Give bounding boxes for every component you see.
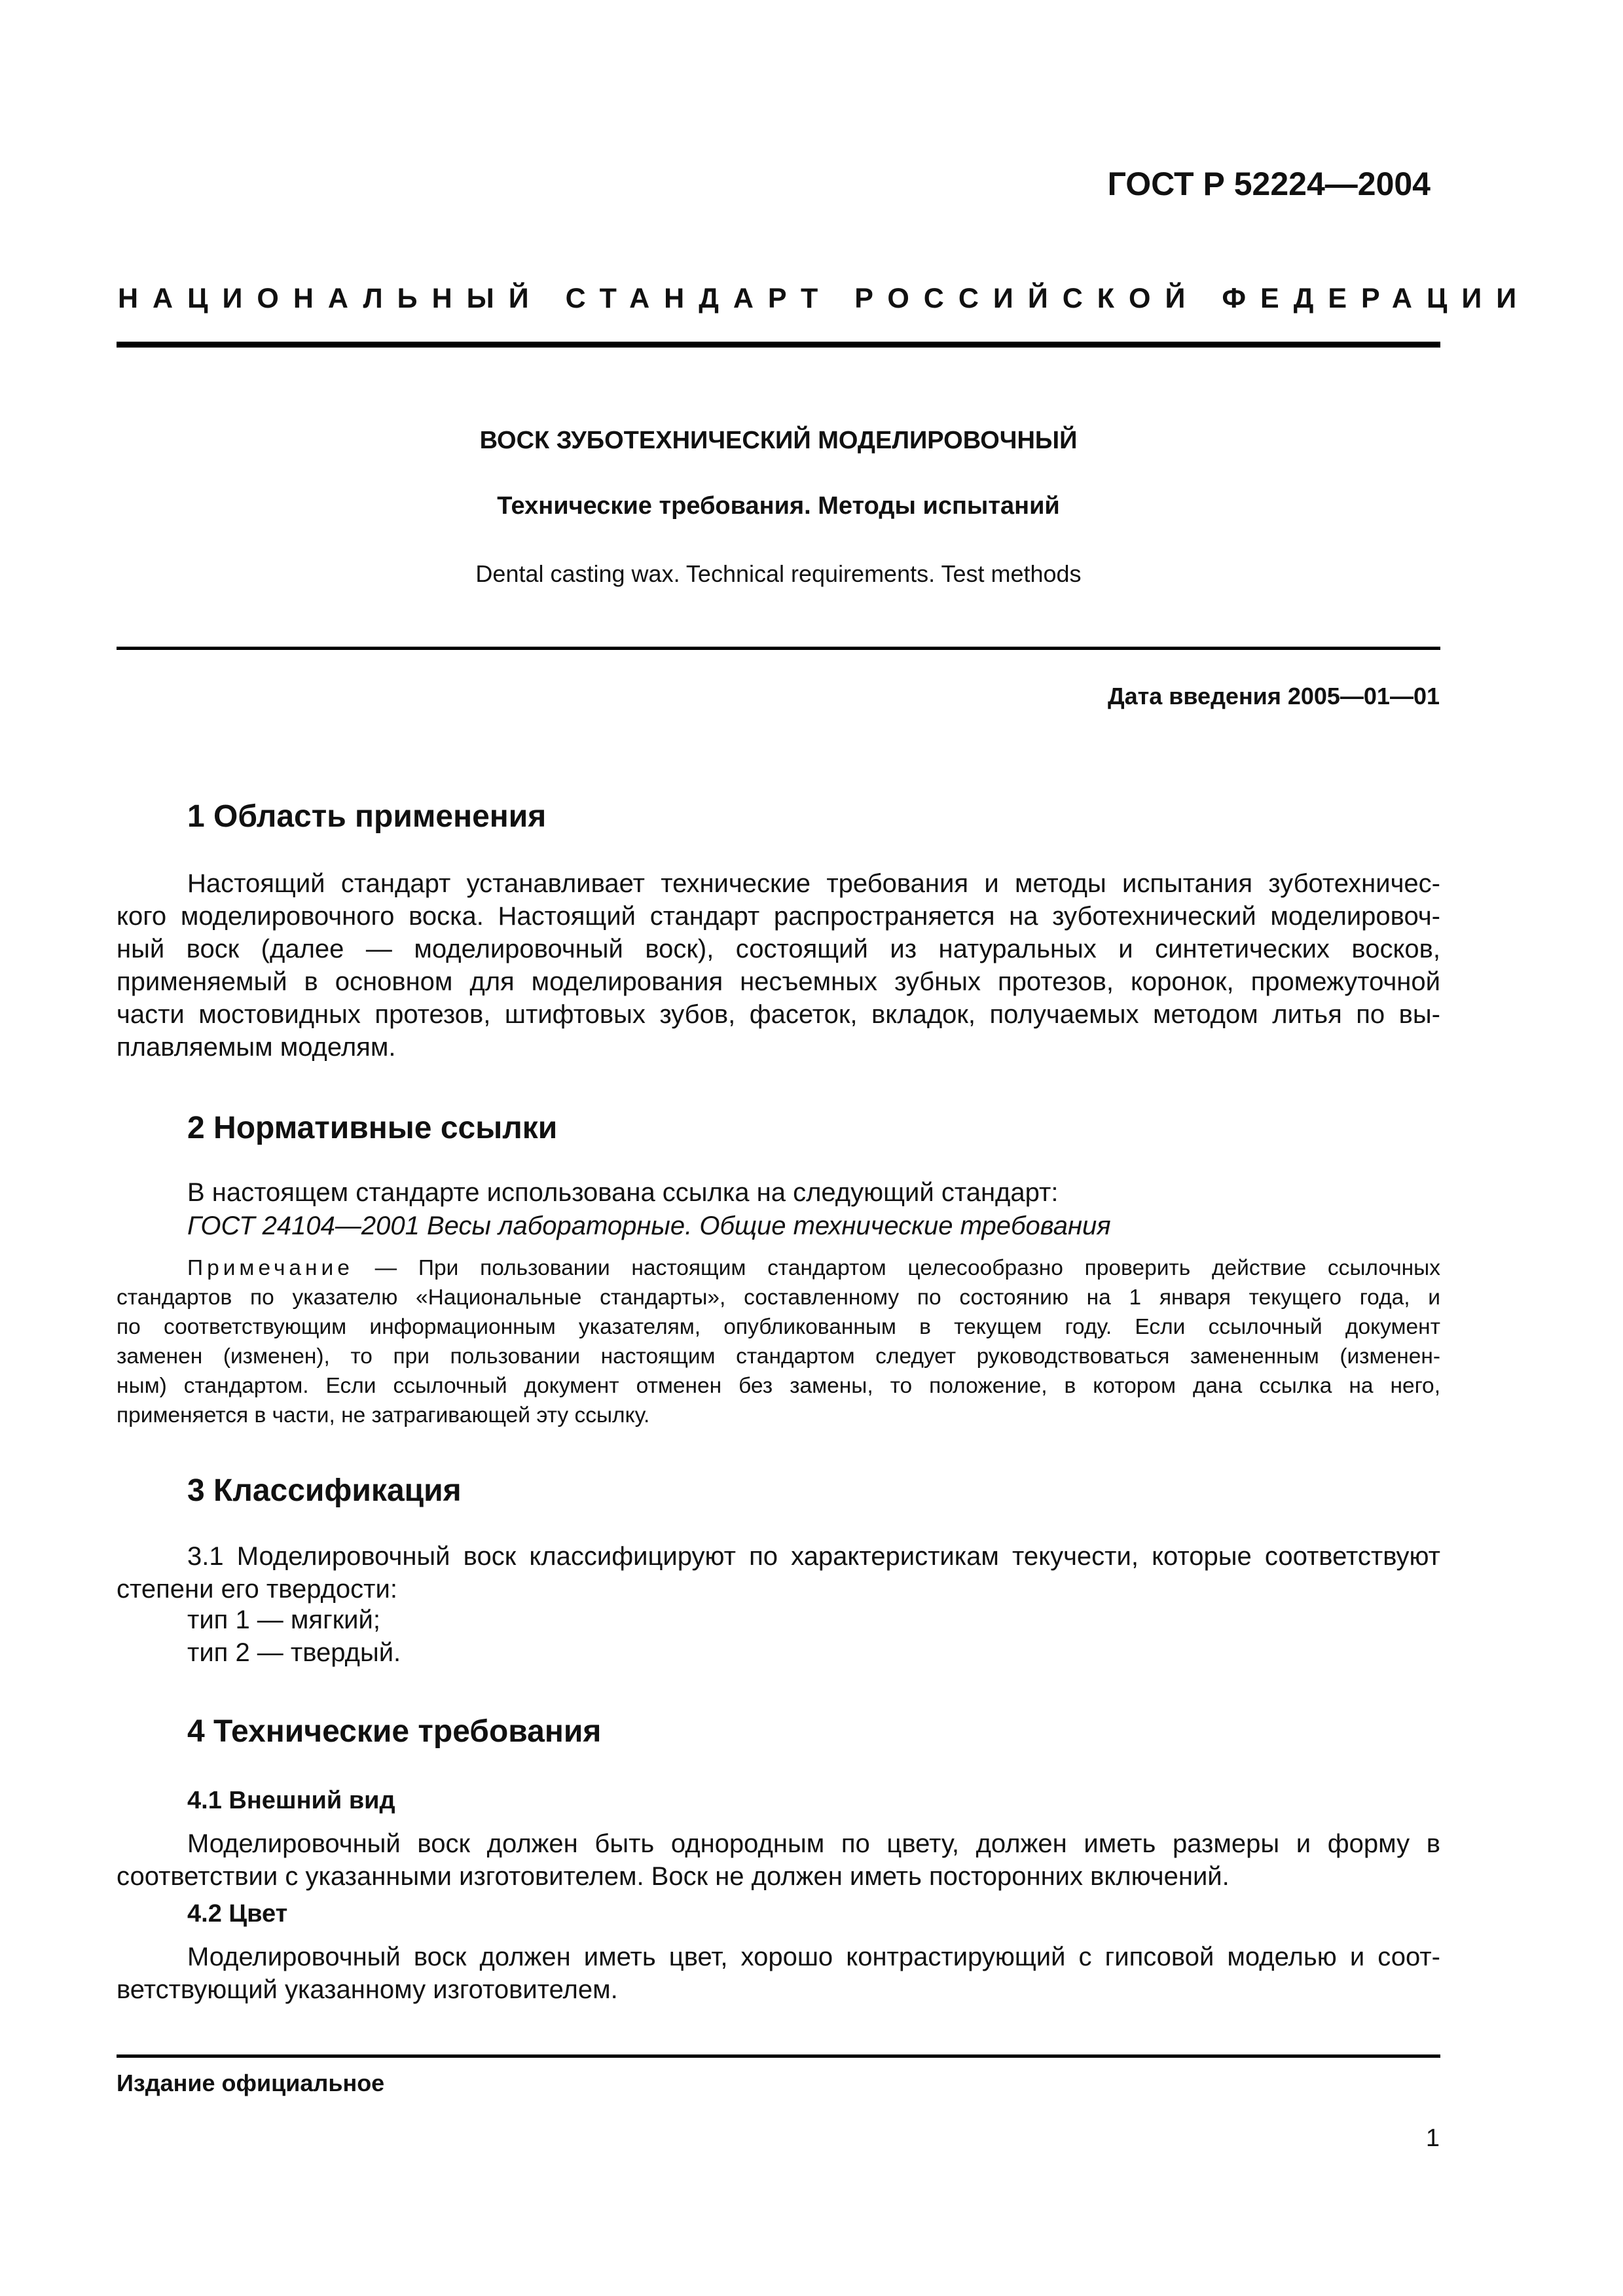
section-3-text (117, 1540, 1440, 1605)
note-line: стандартов по указателю «Национальные стандарты», составленному по состоянию на 1 января текущего года, и (117, 1285, 1440, 1310)
text-line: применяемый в основном для моделирования несъемных зубных протезов, коронок, промежуточной (117, 967, 1440, 996)
subsection-4-2-text (117, 1941, 1440, 2006)
english-title: Dental casting wax. Technical requirements. Test methods (475, 560, 1082, 587)
section-1-heading: 1 Область применения (187, 799, 547, 834)
document-title: ВОСК ЗУБОТЕХНИЧЕСКИЙ МОДЕЛИРОВОЧНЫЙ (479, 427, 1078, 454)
text-line: соответствии с указанными изготовителем. Воск не должен иметь посторонних включений. (117, 1862, 1230, 1891)
note-label: Примечание (187, 1256, 354, 1280)
document-subtitle: Технические требования. Методы испытаний (497, 492, 1060, 520)
text-line: степени его твердости: (117, 1575, 397, 1604)
document-number: ГОСТ Р 52224—2004 (1107, 166, 1431, 202)
note-line: по соответствующим информационным указателям, опубликованным в текущем году. Если ссылочный документ (117, 1315, 1440, 1339)
subsection-4-1-heading: 4.1 Внешний вид (187, 1787, 395, 1814)
note-line: применяется в части, не затрагивающей эту ссылку. (117, 1403, 650, 1427)
text-line: Моделировочный воск должен быть однородным по цвету, должен иметь размеры и форму в (187, 1829, 1440, 1858)
note-text: — При пользовании настоящим стандартом целесообразно проверить действие ссылочных (353, 1256, 1440, 1280)
section-4-heading: 4 Технические требования (187, 1714, 602, 1749)
text-line: ный воск (далее — моделировочный воск), состоящий из натуральных и синтетических восков, (117, 935, 1440, 963)
text-line: плавляемым моделям. (117, 1033, 396, 1062)
section-2-heading: 2 Нормативные ссылки (187, 1111, 558, 1145)
note-line (117, 1253, 1440, 1283)
note-line: заменен (изменен), то при пользовании настоящим стандартом следует руководствоваться замененным (изменен- (117, 1344, 1440, 1369)
national-standard-heading: НАЦИОНАЛЬНЫЙ СТАНДАРТ РОССИЙСКОЙ ФЕДЕРАЦИИ (118, 283, 1531, 314)
introduction-date: Дата введения 2005—01—01 (1107, 683, 1440, 709)
top-divider (117, 342, 1440, 348)
subsection-4-2-heading: 4.2 Цвет (187, 1900, 288, 1928)
text-line: Моделировочный воск должен иметь цвет, хорошо контрастирующий с гипсовой моделью и соот- (187, 1943, 1440, 1971)
text-line: части мостовидных протезов, штифтовых зубов, фасеток, вкладок, получаемых методом литья по вы- (117, 1000, 1440, 1029)
section-1-text (117, 867, 1440, 1064)
text-line: ветствующий указанному изготовителем. (117, 1975, 618, 2004)
title-divider (117, 647, 1440, 650)
subsection-4-1-text (117, 1827, 1440, 1893)
footer-divider (117, 2054, 1440, 2058)
text-line: кого моделировочного воска. Настоящий стандарт распространяется на зуботехнический моделировоч- (117, 902, 1440, 931)
note-line: ным) стандартом. Если ссылочный документ отменен без замены, то положение, в котором дана ссылка на него, (117, 1374, 1440, 1398)
text-line: 3.1 Моделировочный воск классифицируют по характеристикам текучести, которые соответствуют (187, 1542, 1440, 1571)
type-1-item: тип 1 — мягкий; (187, 1605, 380, 1634)
page-number: 1 (1425, 2125, 1440, 2152)
normative-intro: В настоящем стандарте использована ссылка на следующий стандарт: (187, 1178, 1059, 1207)
normative-reference: ГОСТ 24104—2001 Весы лабораторные. Общие технические требования (187, 1211, 1111, 1240)
edition-label: Издание официальное (117, 2070, 385, 2096)
note-block (117, 1253, 1440, 1430)
section-3-heading: 3 Классификация (187, 1473, 462, 1508)
text-line: Настоящий стандарт устанавливает технические требования и методы испытания зуботехничес- (187, 869, 1440, 898)
type-2-item: тип 2 — твердый. (187, 1638, 401, 1667)
